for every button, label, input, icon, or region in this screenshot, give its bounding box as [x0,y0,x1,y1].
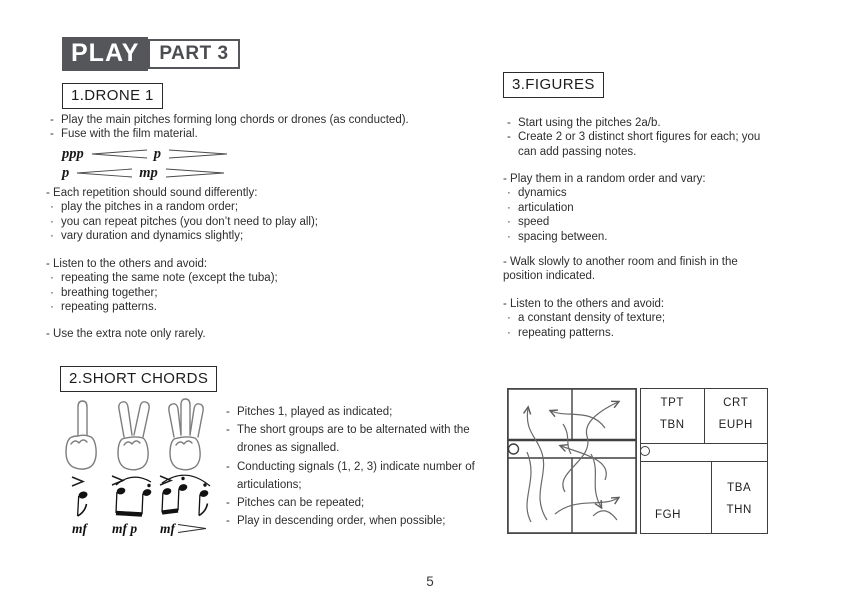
decrescendo-hairpin-icon [166,149,230,159]
dynamic-mark: mf p [112,521,138,536]
figures-listen-list [503,297,793,340]
entry-point-circle [509,444,519,454]
line-text: breathing together; [61,286,158,299]
title-play: PLAY [62,37,148,71]
line-text: The short groups are to be alternated with the drones as signalled. [237,424,470,455]
seat-cell-bottom-right [711,462,768,533]
line-text: - Walk slowly to another room and finish in the position indicated. [503,256,738,283]
list-line [503,116,778,130]
slur-icon [116,477,151,485]
list-line [503,255,771,284]
line-text: vary duration and dynamics slightly; [61,230,244,243]
seat-cell-top-left [641,389,704,443]
line-text: Pitches can be repeated; [237,497,365,510]
line-text: spacing between. [518,230,608,243]
corridor-band [641,443,767,462]
line-text: Create 2 or 3 distinct short figures for each; you can add passing notes. [518,131,761,158]
line-text: repeating patterns. [518,326,614,339]
short-chords-list [222,403,482,530]
figures-vary-list [503,172,793,244]
list-line [503,186,793,200]
seat-label: EUPH [718,419,753,431]
hand-two-fingers-icon [118,402,149,470]
beam-icon [162,511,178,513]
hand-signals-figure [54,397,214,539]
line-text: dynamics [518,187,567,200]
list-line [46,127,476,141]
list-line [46,229,476,243]
line-text: - Listen to the others and avoid: [46,258,208,270]
line-text: - Play them in a random order and vary: [503,173,706,185]
list-line [503,130,778,159]
crescendo-hairpin-icon [89,149,149,159]
movement-map-figure [507,388,637,534]
bullet-marker: · [507,201,511,214]
section-heading-figures: 3.FIGURES [503,72,604,98]
line-text: articulation [518,201,574,214]
section-heading-short-chords: 2.SHORT CHORDS [60,366,217,392]
bullet-marker: · [50,286,54,299]
crescendo-hairpin-icon [74,168,134,178]
staccato-dot [181,477,184,480]
notation-group-1 [72,477,89,536]
accent-icon [72,477,83,486]
seat-cell-top-right [704,389,768,443]
bullet-marker: - [50,114,54,126]
bullet-marker: · [507,216,511,229]
seat-label: THN [726,504,752,516]
bullet-marker: - [226,515,230,528]
bullet-marker: · [507,312,511,325]
dynamics-row [62,146,230,162]
list-line [503,215,793,229]
bullet-marker: - [226,406,230,418]
bullet-marker: · [50,201,54,214]
line-text: you can repeat pitches (you don’t need to play all); [61,215,318,228]
beam-icon [116,513,142,515]
bullet-marker: · [507,326,511,339]
title-part: PART 3 [148,39,239,69]
dynamic-mark: p [153,146,161,162]
drone-listen-list [46,257,476,315]
seat-label: FGH [655,509,682,521]
list-line [46,327,476,341]
line-text: - Listen to the others and avoid: [503,298,665,310]
list-line [503,311,793,325]
dynamic-mark: mf [160,521,175,536]
staccato-dot [147,484,150,487]
decrescendo-hairpin-icon [163,168,227,178]
line-text: Play in descending order, when possible; [237,515,446,528]
list-line [503,326,793,340]
list-line [46,271,476,285]
bullet-marker: · [50,215,54,228]
line-text: - Use the extra note only rarely. [46,328,206,340]
decrescendo-hairpin-icon [178,525,206,533]
line-text: Play the main pitches forming long chords or drones (as conducted). [61,114,409,126]
page-title [62,37,240,71]
list-line [503,297,793,311]
seating-row-bottom [641,462,767,533]
list-line [222,512,482,530]
hand-three-fingers-icon [169,399,203,470]
seat-cell-bottom-left [641,462,711,533]
list-line [46,186,476,200]
bullet-marker: · [507,230,511,243]
figures-walk-note [503,255,771,284]
line-text: Pitches 1, played as indicated; [237,406,393,418]
bullet-marker: · [50,301,54,314]
list-line [222,458,482,494]
list-line [222,403,482,421]
bullet-marker: · [50,230,54,243]
drone-dynamics-figure [62,146,230,181]
drone-extra-note [46,327,476,341]
notation-group-3 [160,475,210,536]
line-text: play the pitches in a random order; [61,201,239,214]
section-heading-drone: 1.DRONE 1 [62,83,163,109]
bullet-marker: - [507,131,511,144]
line-text: Conducting signals (1, 2, 3) indicate number of articulations; [237,460,475,491]
bullet-marker: - [226,460,230,473]
line-text: Fuse with the film material. [61,128,198,141]
dynamic-mark: mp [139,165,158,181]
bullet-marker: - [226,497,230,510]
seating-table [640,388,768,534]
line-text: - Each repetition should sound differently: [46,187,258,199]
seat-label: CRT [723,397,749,409]
staccato-dot [203,483,206,486]
list-line [222,494,482,512]
bullet-marker: - [507,117,511,129]
seat-label: TBN [659,419,685,431]
list-line [222,421,482,457]
notation-group-2 [112,476,152,536]
line-text: repeating patterns. [61,301,157,314]
list-line [503,230,793,244]
line-text: Start using the pitches 2a/b. [518,117,661,129]
list-line [46,257,476,271]
entry-point-circle [640,446,650,456]
dynamic-mark: ppp [62,146,84,162]
bullet-marker: - [226,424,230,437]
seat-label: TPT [660,397,685,409]
list-line [46,215,476,229]
bullet-marker: · [507,187,511,200]
list-line [46,113,476,127]
list-line [503,172,793,186]
line-text: speed [518,216,550,229]
drone-repetition-list [46,186,476,244]
list-line [46,286,476,300]
dynamic-mark: mf [72,521,87,536]
seating-row-top [641,389,767,443]
line-text: repeating the same note (except the tuba); [61,272,278,285]
list-line [46,300,476,314]
seat-label: TBA [727,482,752,494]
page-number: 5 [426,574,434,589]
dynamic-mark: p [62,165,70,181]
bullet-marker: - [50,128,54,141]
drone-intro-list [46,113,476,142]
hand-one-finger-icon [66,401,96,469]
dynamics-row [62,165,230,181]
figures-intro-list [503,116,778,159]
list-line [503,201,793,215]
list-line [46,200,476,214]
line-text: a constant density of texture; [518,312,666,325]
bullet-marker: · [50,272,54,285]
